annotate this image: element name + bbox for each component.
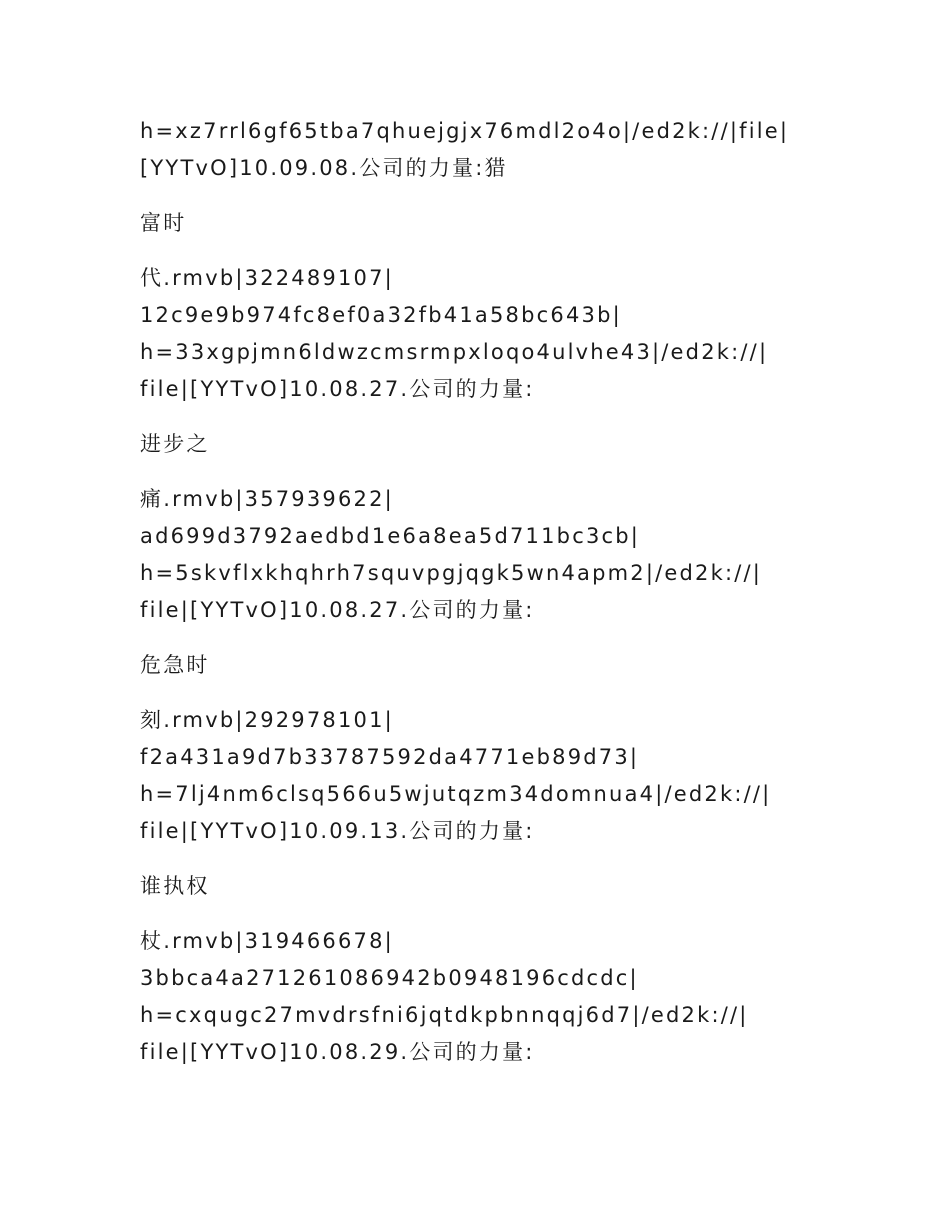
text-line: file|[YYTvO]10.08.27.公司的力量: bbox=[140, 377, 535, 401]
text-line: f2a431a9d7b33787592da4771eb89d73| bbox=[140, 745, 640, 769]
text-line: 杖.rmvb|319466678| bbox=[140, 929, 394, 953]
text-line: h=33xgpjmn6ldwzcmsrmpxloqo4ulvhe43|/ed2k://| bbox=[140, 340, 769, 364]
paragraph bbox=[140, 426, 820, 463]
text-line: 痛.rmvb|357939622| bbox=[140, 487, 394, 511]
paragraph bbox=[140, 647, 820, 684]
text-line: h=5skvflxkhqhrh7squvpgjqgk5wn4apm2|/ed2k://| bbox=[140, 561, 763, 585]
paragraph bbox=[140, 205, 820, 242]
paragraph bbox=[140, 702, 820, 850]
text-line: h=xz7rrl6gf65tba7qhuejgjx76mdl2o4o|/ed2k://|file| bbox=[140, 119, 790, 143]
paragraph bbox=[140, 113, 820, 187]
text-line: 进步之 bbox=[140, 432, 210, 456]
paragraph bbox=[140, 260, 820, 408]
text-line: file|[YYTvO]10.08.27.公司的力量: bbox=[140, 598, 535, 622]
text-line: h=7lj4nm6clsq566u5wjutqzm34domnua4|/ed2k://| bbox=[140, 782, 772, 806]
text-line: 富时 bbox=[140, 211, 187, 235]
text-line: file|[YYTvO]10.08.29.公司的力量: bbox=[140, 1040, 535, 1064]
paragraph bbox=[140, 923, 820, 1071]
text-line: 代.rmvb|322489107| bbox=[140, 266, 394, 290]
text-line: 12c9e9b974fc8ef0a32fb41a58bc643b| bbox=[140, 303, 622, 327]
text-line: 谁执权 bbox=[140, 874, 210, 898]
paragraph bbox=[140, 868, 820, 905]
text-line: 危急时 bbox=[140, 653, 210, 677]
text-line: [YYTvO]10.09.08.公司的力量:猎 bbox=[140, 156, 508, 180]
text-line: ad699d3792aedbd1e6a8ea5d711bc3cb| bbox=[140, 524, 641, 548]
paragraph bbox=[140, 481, 820, 629]
document-body bbox=[140, 113, 820, 1089]
text-line: h=cxqugc27mvdrsfni6jqtdkpbnnqqj6d7|/ed2k://| bbox=[140, 1003, 749, 1027]
text-line: 刻.rmvb|292978101| bbox=[140, 708, 394, 732]
text-line: file|[YYTvO]10.09.13.公司的力量: bbox=[140, 819, 535, 843]
text-line: 3bbca4a271261086942b0948196cdcdc| bbox=[140, 966, 639, 990]
